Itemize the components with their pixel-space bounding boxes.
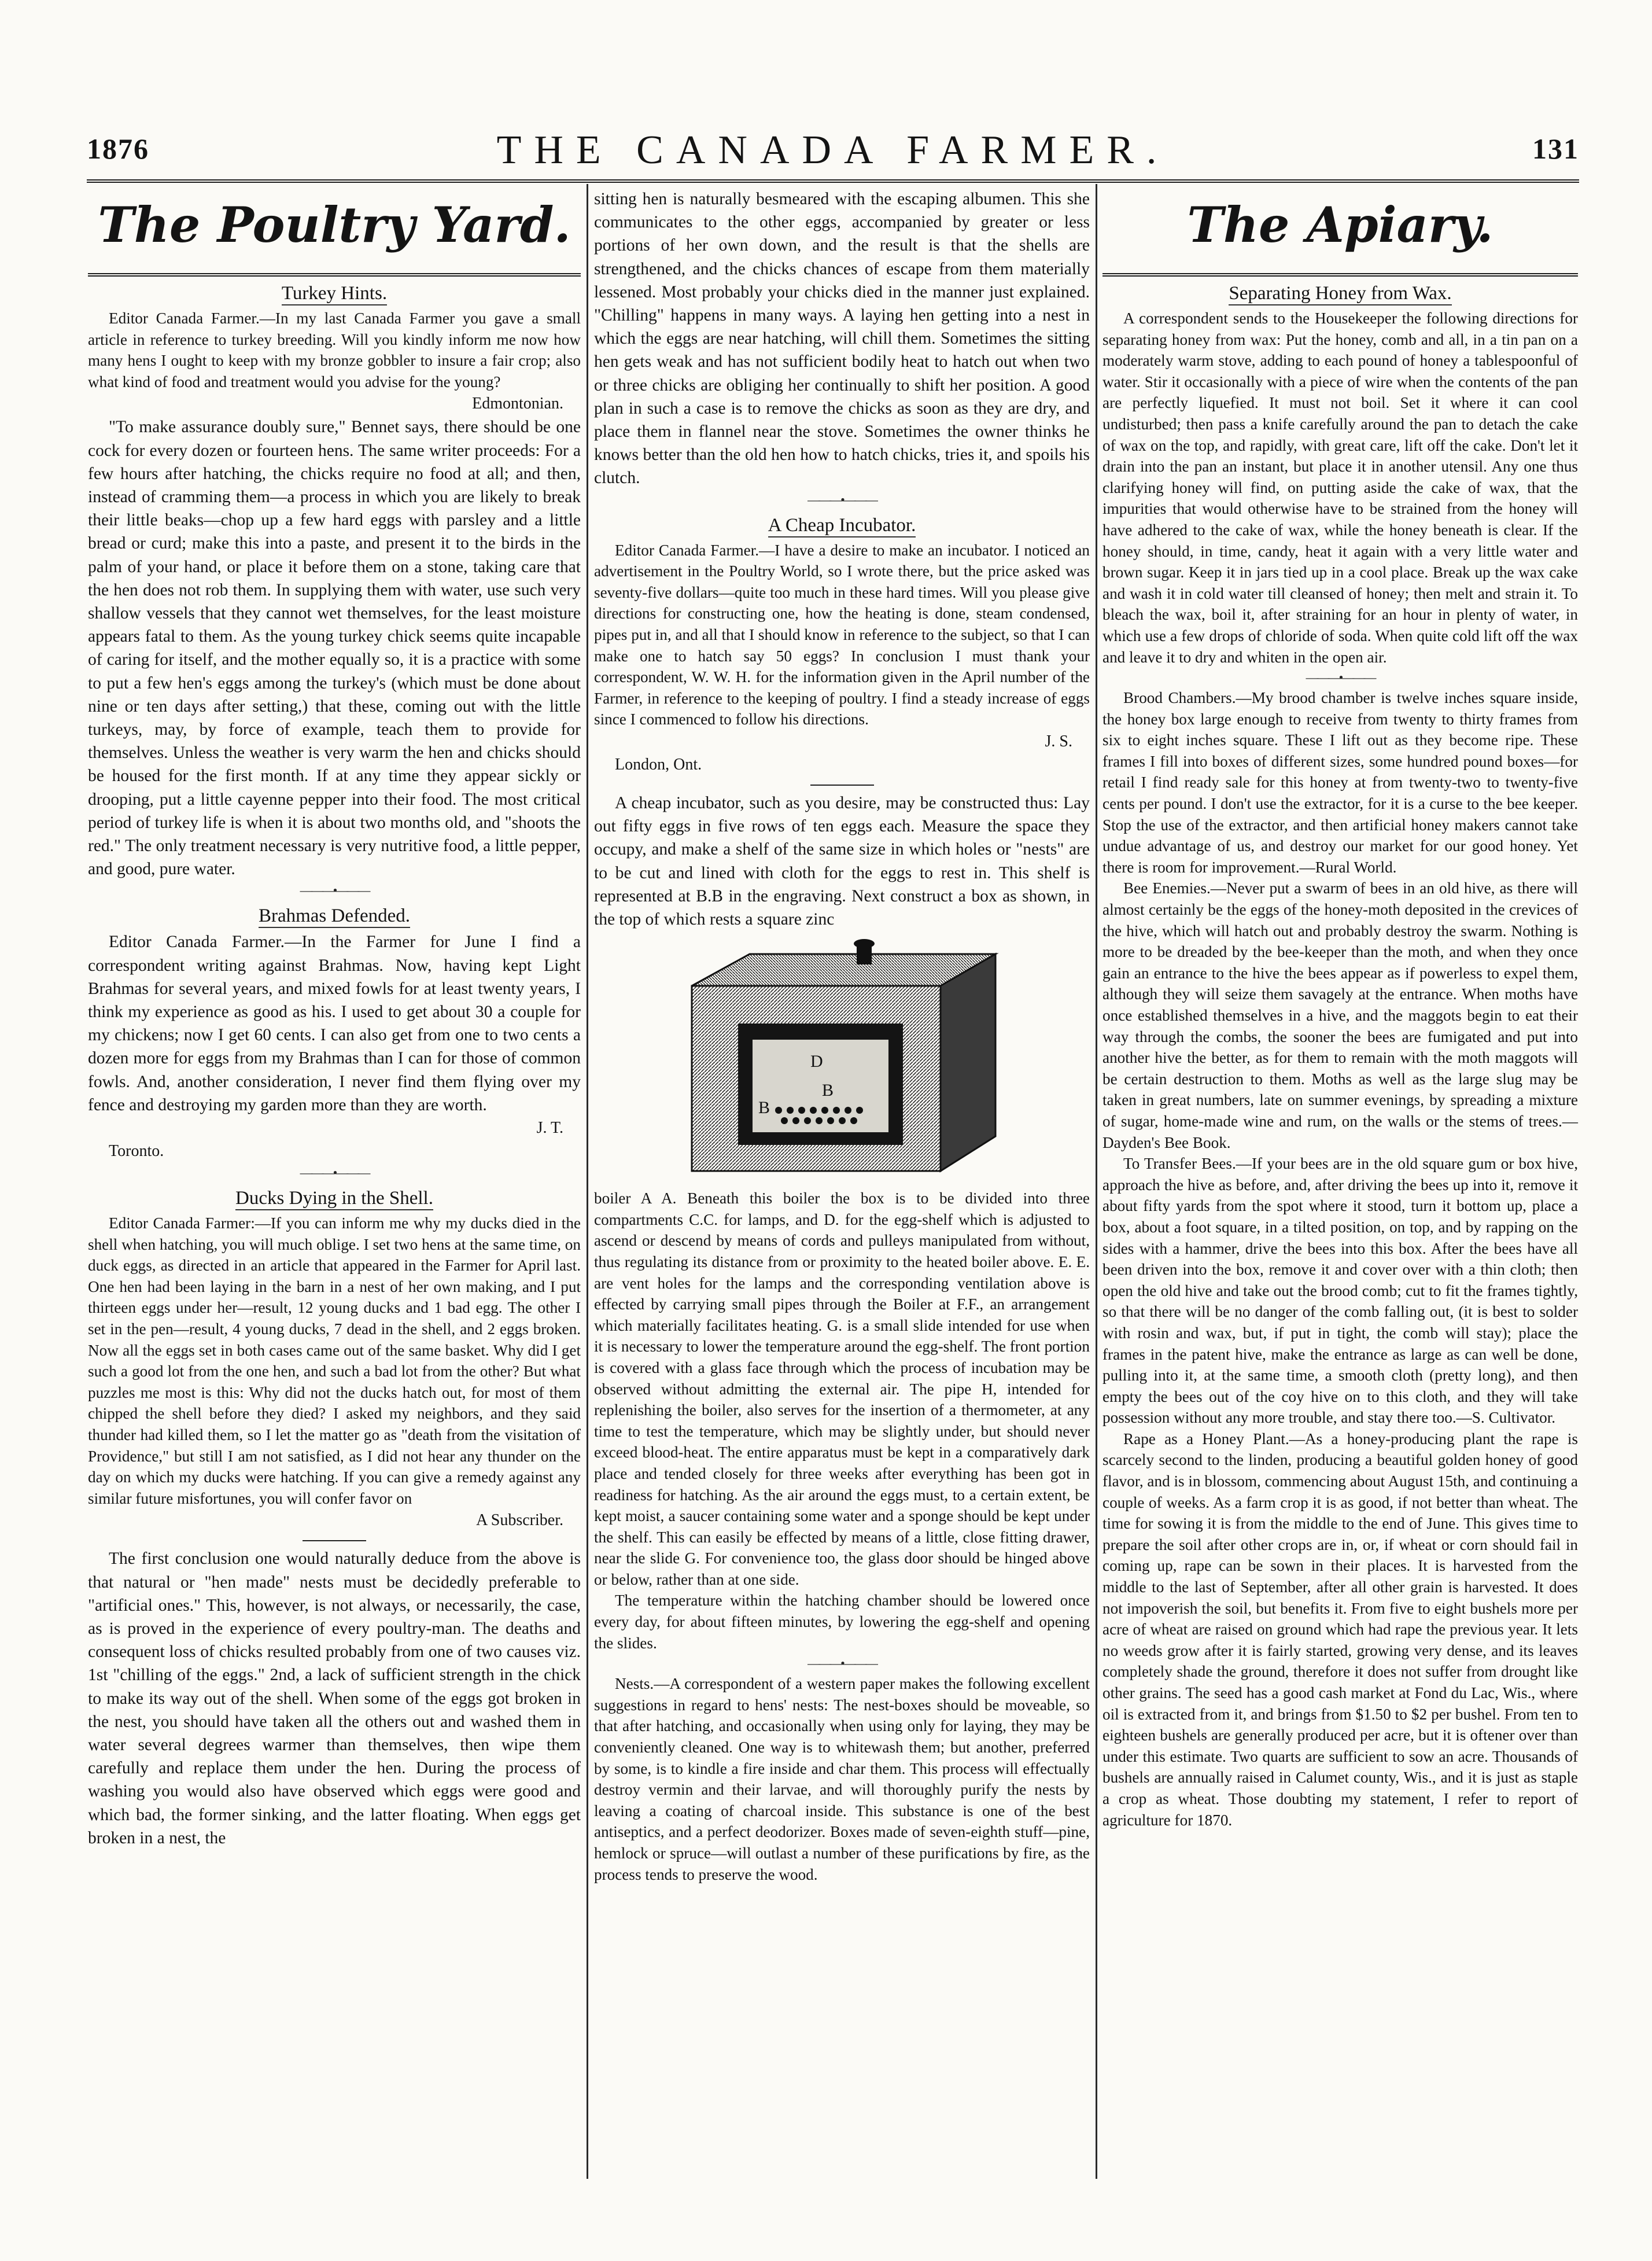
- page-header: [87, 128, 1579, 178]
- article-title-brahmas: [88, 903, 581, 929]
- transfer-bees-paragraph: To Transfer Bees.—If your bees are in the old square gum or box hive, approach the hive as before, and, after driving the bees up into it, remove it about fifty yards from the spot where it stood, turn it bottom up, place a box, about a foot square, in a tilted position, on top, and by rapping on the sides with a hammer, drive the bees into this box. After the bees have all been driven into the box, remove it and cover over with a thin cloth; then open the old hive and take out the brood comb; cut to fit the frames tightly, so that there will be no danger of the comb falling out, (it is best to solder with rosin and wax, but, if put in tight, the comb will stay); place the frames in the patent hive, make the entrance as large as can well be done, pulling into it, at the same time, a smooth cloth (pretty long), and then empty the bees out of the coy hive on to this cloth, and they will take possession without any more trouble, and stay there too.—S. Cultivator.: [1102, 1155, 1578, 1427]
- article-title-turkey: [88, 280, 581, 307]
- column-rule-left: [587, 184, 588, 2179]
- reply-incubator-2: boiler A A. Beneath this boiler the box is to be divided into three compartments C.C. for lamps, and D. for the egg-shelf which is adjusted to ascend or descend by means of cords and pulleys manipulated from without, thus regulating its distance from or proximity to the heated boiler above. E. E. are vent holes for the lamps and the corresponding ventilation above is effected by carrying small pipes through the Boiler at F.F., an arrangement which materially facilitates heating. G. is a small slide intended for use when it is necessary to lower the temperature around the egg-shelf. The front portion is covered with a glass face through which the process of incubation may be observed without admitting the external air. The pipe H, intended for replenishing the boiler, also serves for the insertion of a thermometer, at any time to test the temperature, which may be slightly under, but should never exceed blood-heat. The entire apparatus must be kept in a comparatively dark place and tended closely for three weeks after everything has been got in readiness for hatching. As the air around the eggs must, to a certain extent, be kept moist, a saucer containing some water and a sponge should be kept under the shelf. This can easily be effected by means of a little, close fitting drawer, near the slide G. For convenience too, the glass door should be hinged above or below, rather than at one side.: [594, 1190, 1090, 1588]
- section-separator: ———•———: [300, 1165, 369, 1180]
- place-brahmas: Toronto.: [109, 1142, 164, 1161]
- department-title-apiary: The Apiary.: [1187, 196, 1494, 253]
- column-middle: [594, 187, 1090, 2178]
- brood-chambers-paragraph: Brood Chambers.—My brood chamber is twelve inches square inside, the honey box large enough to receive from twenty to thirty frames from six to eight inches square. These I lift out as they become ripe. These frames I fill into boxes of different sizes, some hundred pound boxes—for retail I find ready sale for this honey at from twenty-two to twenty-five cents per pound. I don't use the extractor, for it is a curse to the bee keeper. Stop the use of the extractor, and then artificial honey makers cannot take undue advantage of us, and destroy our market for our good honey. Yet there is room for improvement.—Rural World.: [1102, 689, 1578, 876]
- column-apiary: [1102, 187, 1578, 2178]
- section-separator: ———•———: [300, 883, 369, 898]
- engraving-label-d: D: [810, 1052, 823, 1071]
- department-rule: [1102, 273, 1578, 277]
- bee-enemies-paragraph: Bee Enemies.—Never put a swarm of bees in an old hive, as there will almost certainly be the eggs of the honey-moth deposited in the crevices of the hive, which will hatch out and probably destroy the swarm. Nothing is more to be dreaded by the bee-keeper than the moth, and when they once gain an entrance to the hive the bees appear as if powerless to expel them, although they will seize them savagely at the entrance. When moths have once established themselves in a hive, and the maggots begin to eat their way through the combs, the sooner the bees are fumigated and put into another hive the better, as for them to remain with the moth maggots will be certain destruction to them. Moths as well as the large slug may be taken in great numbers, late on summer evenings, by spreading a mixture of sugar, home-made wine and rum, on the walls or the stems of trees.—Dayden's Bee Book.: [1102, 879, 1578, 1151]
- page-number: 131: [1532, 132, 1579, 165]
- header-rule: [87, 179, 1579, 183]
- section-separator: ———•———: [807, 1656, 876, 1671]
- article-title-text: Turkey Hints.: [282, 283, 387, 305]
- engraving-label-b: B: [758, 1098, 770, 1118]
- issue-year: 1876: [87, 132, 149, 165]
- article-title-incubator: [594, 512, 1090, 539]
- department-rule: [88, 273, 581, 277]
- masthead-title: THE CANADA FARMER.: [496, 128, 1170, 172]
- article-title-text: Separating Honey from Wax.: [1229, 283, 1451, 305]
- letter-ducks: Editor Canada Farmer:—If you can inform me why my ducks died in the shell when hatching, you will much oblige. I set two hens at the same time, on duck eggs, as directed in an article that appeared in the Farmer for April last. One hen had been laying in the barn in a nest of her own making, and I put thirteen eggs under her—result, 12 young ducks and 1 bad egg. The other I set in the pen—result, 4 young ducks, 7 dead in the shell, and 2 eggs broken. Now all the eggs set in both cases came out of the same basket. Why did I get such a good lot from the one hen, and such a bad lot from the other? But what puzzles me most is this: Why did not the ducks hatch out, for most of them chipped the shell before they died? I asked my neighbors, and they said thunder had killed them, so I let the matter go as "death from the visitation of Providence," but still I am not satisfied, as I did not hear any thunder on the day on which my ducks were hatching. If you can give a remedy against any similar future misfortunes, you will confer favor on: [88, 1214, 581, 1507]
- article-title-text: Brahmas Defended.: [259, 905, 410, 928]
- letter-brahmas: Editor Canada Farmer.—In the Farmer for June I find a correspondent writing against Brahmas. Now, having kept Light Brahmas for several years, and mixed fowls for at least twenty years, I think my experience as good as his. I used to get about 30 a couple for my chickens; now I get 60 cents. I can also get from one to two cents a dozen more for eggs from my Brahmas than I can for those of common fowls. And, another consideration, I never find them flying over my fence and destroying my garden more than they are worth.: [88, 933, 581, 1114]
- letter-incubator: Editor Canada Farmer.—I have a desire to make an incubator. I noticed an advertisement in the Poultry World, so I wrote there, but the price asked was seventy-five dollars—quite too much in these hard times. Will you please give directions for constructing one, how the heating is done, steam condensed, pipes put in, and all that I should know in reference to the subject, so that I can make one to hatch say 50 eggs? In conclusion I must thank your correspondent, W. W. H. for the information given in the April number of the Farmer, in reference to the keeping of poultry. I find a steady increase of eggs since I commenced to follow his directions.: [594, 541, 1090, 728]
- short-rule: [303, 1540, 366, 1541]
- reply-ducks: The first conclusion one would naturally deduce from the above is that natural or "hen made" nests must be decidedly preferable to "artificial ones." This, however, is not always, or necessarily, the case, as is proved in the experience of every poultry-man. The deaths and consequent loss of chicks resulted probably from one of two causes viz. 1st "chilling of the eggs." 2nd, a lack of sufficient strength in the chick to make its way out of the shell. When some of the eggs got broken in the nest, you should have taken all the others out and washed them in water several degrees warmer than themselves, then wipe them carefully and replace them under the hen. During the process of washing you would also have observed which eggs were good and which bad, the former sinking, and the latter floating. When eggs get broken in a nest, the: [88, 1549, 581, 1847]
- reply-incubator-1: A cheap incubator, such as you desire, may be constructed thus: Lay out fifty eggs in five rows of ten eggs each. Measure the space they occupy, and make a shelf of the same size in which holes or "nests" are to be cut and lined with cloth for the eggs to rest in. This shelf is represented at B.B in the engraving. Next construct a box as shown, in the top of which rests a square zinc: [594, 793, 1090, 929]
- article-title-ducks: [88, 1185, 581, 1211]
- letter-turkey: Editor Canada Farmer.—In my last Canada Farmer you gave a small article in reference to turkey breeding. Will you kindly inform me now how many hens I ought to keep with my bronze gobbler to insure a fair crop; also what kind of food and treatment would you advise for the young?: [88, 310, 581, 391]
- reply-incubator-3: The temperature within the hatching chamber should be lowered once every day, for about fifteen minutes, by lowering the egg-shelf and opening the slides.: [594, 1592, 1090, 1652]
- reply-turkey: "To make assurance doubly sure," Bennet says, there should be one cock for every dozen or fourteen hens. The same writer proceeds: For a few hours after hatching, the chicks require no food at all; and then, instead of cramming them—a process in which you are likely to break their little beaks—chop up a few hard eggs with parsley and a little bread or curd; make this into a paste, and present it to the birds in the palm of your hand, or place it before them on a stone, taking care that the hen does not rob them. In supplying them with water, use such very shallow vessels that they cannot wet themselves, for the least moisture appears fatal to them. As the young turkey chick seems quite incapable of caring for itself, and the mother equally so, it is a practice with some to put a few hen's eggs among the turkey's (which must be done about nine or ten days after setting,) that these, coming out with the little turkeys, may, by force of example, teach them to provide for themselves. Unless the weather is very warm the hen and chicks should be housed for the first month. If at any time they appear sickly or drooping, put a little cayenne pepper into their food. The most critical period of turkey life is when it is about two months old, and "shoots the red." The only treatment necessary is very nutritive food, a little pepper, and good, pure water.: [88, 418, 581, 879]
- signature-brahmas: J. T.: [536, 1119, 563, 1137]
- engraving-label-b: B: [821, 1081, 834, 1100]
- place-incubator: London, Ont.: [615, 755, 702, 774]
- signature-ducks: A Subscriber.: [476, 1511, 563, 1530]
- department-title-poultry: The Poultry Yard.: [98, 196, 571, 253]
- incubator-engraving: [680, 937, 1004, 1180]
- section-separator: ———•———: [807, 492, 876, 507]
- article-title-text: Ducks Dying in the Shell.: [235, 1188, 433, 1210]
- honey-paragraph: A correspondent sends to the Housekeeper the following directions for separating honey from wax: Put the honey, comb and all, in a tin pan on a moderately warm stove, adding to each pound of honey a tablespoonful of water. Stir it occasionally with a piece of wire when the contents of the pan are perfectly liquefied. It must not boil. Set it where it can cool undisturbed; then pass a knife carefully around the pan to detach the cake of wax on the top, and rapidly, with great care, lift off the cake. Don't let it drain into the pan an instant, but place it in another utensil. Any one thus clarifying honey will find, on putting aside the cake of wax, that the impurities that would otherwise have to be strained from the honey will have adhered to the cake of wax, while the honey beneath is clear. If the honey should, in time, candy, heat it again with a very little water and brown sugar. Keep it in jars tied up in a cool place. Break up the wax cake and wash it in cold water till cleansed of honey; then melt and strain it. To bleach the wax, boil it, after straining for an hour in plenty of water, in which use a few drops of chloride of soda. When quite cold lift off the wax and leave it to dry and whiten in the open air.: [1102, 310, 1578, 666]
- column-poultry-yard: [88, 187, 581, 2178]
- signature-incubator: J. S.: [1045, 732, 1072, 750]
- short-rule: [810, 785, 874, 786]
- rape-honey-plant-paragraph: Rape as a Honey Plant.—As a honey-producing plant the rape is scarcely second to the linden, producing a beautiful golden honey of good flavor, and is in blossom, commencing about August 15th, and continuing a couple of weeks. As a farm crop it is as good, if not better than wheat. The time for sowing it is from the middle to the end of June. This gives time to prepare the soil after other crops are in, or, if wheat or corn should fail in coming up, rape can be sown in their places. It is harvested from the middle to the last of September, after all other grain is harvested. It does not impoverish the soil, but benefits it. From five to eight bushels more per acre of wheat are raised on ground which had rape the previous year. It lets no weeds grow after it is fairly started, growing very dense, and its leaves completely shade the ground, therefore it does not suffer from drought like other grains. The seed has a good cash market at Fond du Lac, Wis., where oil is extracted from it, and brings from $1.50 to $2 per bushel. From ten to eighteen bushels are generally produced per acre, but it is oftener over than under this estimate. Two quarts are sufficient to sow an acre. Thousands of bushels are annually raised in Calumet county, Wis., and it is just as staple a crop as wheat. Those doubting my statement, I refer to report of agriculture for 1870.: [1102, 1430, 1578, 1829]
- article-title-text: A Cheap Incubator.: [768, 515, 916, 537]
- article-title-honey: [1102, 280, 1578, 307]
- incubator-illustration: [680, 937, 1004, 1180]
- column-rule-right: [1096, 184, 1097, 2179]
- section-separator: ———•———: [1306, 670, 1375, 685]
- signature-turkey: Edmontonian.: [472, 395, 563, 413]
- continued-ducks-reply: sitting hen is naturally besmeared with the escaping albumen. This she communicates to the other eggs, accompanied by greater or less portions of her own down, and the result is that the shells are strengthened, and the chicks chances of escape from them materially lessened. Most probably your chicks died in the manner just explained. "Chilling" happens in many ways. A laying hen getting into a nest in which the eggs are near hatching, will chill them. Sometimes the sitting hen gets weak and has not sufficient bodily heat to hatch out when two or three chicks are obliging her continually to shift her position. A good plan in such a case is to remove the chicks as soon as they are dry, and place them in flannel near the stove. Sometimes the owner thinks he knows better than the old hen how to hatch chicks, tries it, and spoils his clutch.: [594, 190, 1090, 488]
- nests-paragraph: Nests.—A correspondent of a western paper makes the following excellent suggestions in regard to hens' nests: The nest-boxes should be moveable, so that after hatching, and occasionally when using only for laying, they may be conveniently cleaned. One way is to whitewash them; but another, preferred by some, is to kindle a fire inside and char them. This process will effectually destroy vermin and their larvae, and will thoroughly purify the nests by leaving a coating of charcoal inside. This substance is one of the best antiseptics, and a perfect deodorizer. Boxes made of seven-eighth stuff—pine, hemlock or spruce—will outlast a number of these purifications by fire, as the process tends to preserve the wood.: [594, 1675, 1090, 1883]
